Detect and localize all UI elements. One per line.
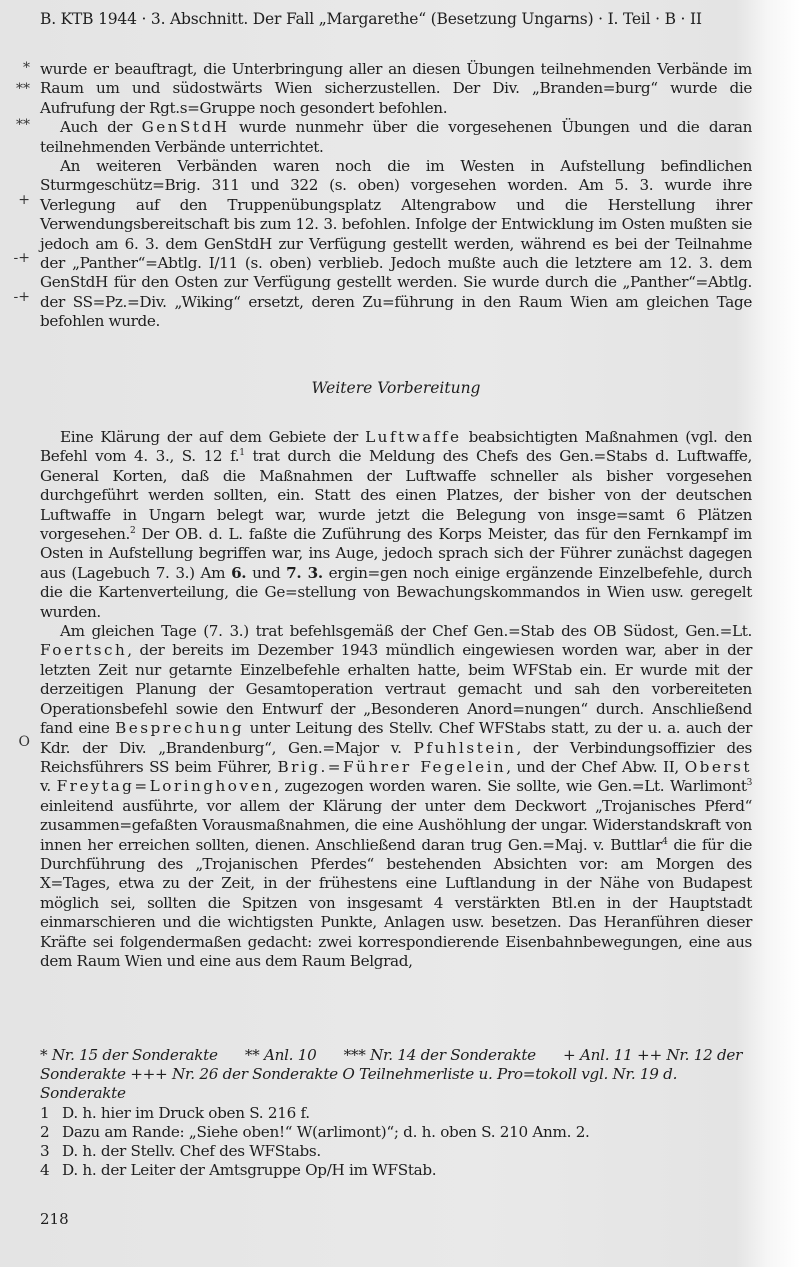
- footnote-ref[interactable]: 2: [130, 525, 136, 536]
- paragraph: wurde er beauftragt, die Unterbringung aller an diesen Übungen teilnehmenden Verbände im Raum um und südostwärts Wien sicherzustellen. Der Div. „Branden=burg“ wurde die Aufrufung der Rgt.s=Gruppe noch gesondert befohlen.: [40, 60, 752, 117]
- footnote-ref[interactable]: 1: [239, 448, 245, 459]
- footnote: 2 Dazu am Rande: „Siehe oben!“ W(arlimont)“; d. h. oben S. 210 Anm. 2.: [40, 1123, 590, 1141]
- margin-mark-asterisk: *: [23, 60, 30, 76]
- body-text-top: [40, 60, 752, 332]
- margin-mark-double-plus: -+: [13, 250, 30, 266]
- margin-mark-double-asterisk: **: [16, 117, 30, 133]
- footnote: 3 D. h. der Stellv. Chef des WFStabs.: [40, 1142, 321, 1160]
- margin-mark-plus: +: [18, 192, 30, 208]
- footnote-ref[interactable]: 4: [662, 836, 668, 847]
- paragraph: Auch der GenStdH wurde nunmehr über die vorgesehenen Übungen und die daran teilnehmenden Verbände unterrichtet.: [40, 118, 753, 156]
- body-text-main: [40, 428, 752, 971]
- margin-mark-double-plus: -+: [13, 289, 30, 305]
- spaced-emphasis: Luftwaffe: [365, 428, 462, 446]
- page-number: 218: [40, 1210, 69, 1228]
- footnote: 1 D. h. hier im Druck oben S. 216 f.: [40, 1104, 310, 1122]
- source-notes: * Nr. 15 der Sonderakte ** Anl. 10 *** Nr. 14 der Sonderakte + Anl. 11 ++ Nr. 12 der Sonderakte +++ Nr. 26 der Sonderakte O Teilnehmerliste u. Pro=tokoll vgl. Nr. 19 d. Sonderakte: [40, 1046, 743, 1103]
- footnote: 4 D. h. der Leiter der Amtsgruppe Op/H im WFStab.: [40, 1161, 437, 1179]
- paragraph: An weiteren Verbänden waren noch die im Westen in Aufstellung befindlichen Sturmgeschütz=Brig. 311 und 322 (s. oben) vorgesehen worden. Am 5. 3. wurde ihre Verlegung auf den Truppenübungsplatz Altengrabow und die Herstellung ihrer Verwendungsbereitschaft bis zum 12. 3. befohlen. Infolge der Entwicklung im Osten mußten sie jedoch am 6. 3. dem GenStdH zur Verfügung gestellt werden, während es bei der Teilnahme der „Panther“=Abtlg. I/11 (s. oben) verblieb. Jedoch mußte auch die letztere am 12. 3. dem GenStdH für den Osten zur Verfügung gestellt werden. Sie wurde durch die „Panther“=Abtlg. der SS=Pz.=Div. „Wiking“ ersetzt, deren Zu=führung in den Raum Wien am gleichen Tage befohlen wurde.: [40, 157, 752, 331]
- paragraph: Eine Klärung der auf dem Gebiete der Luftwaffe beabsichtigten Maßnahmen (vgl. den Befehl vom 4. 3., S. 12 f.$^1$ trat durch die Meldung des Chefs des Gen.=Stabs d. Luftwaffe, General Korten, daß die Maßnahmen der Luftwaffe schneller als bisher vorgesehen durchgeführt werden sollten, ein. Statt des einen Platzes, der bisher von der deutschen Luftwaffe in Ungarn belegt war, wurde jetzt die Belegung von insge=samt 6 Plätzen vorgesehen.$^2$ Der OB. d. L. faßte die Zuführung des Korps Meister, das für den Fernkampf im Osten in Aufstellung begriffen war, ins Auge, jedoch sprach sich der Führer zunächst dagegen aus (Lagebuch 7. 3.) Am 6. und 7. 3. ergin=gen noch einige ergänzende Einzelbefehle, durch die die Kartenverteilung, die Ge=stellung von Bewachungskommandos in Wien usw. geregelt wurden.: [40, 428, 753, 621]
- footnote-ref[interactable]: 3: [746, 778, 752, 789]
- margin-mark-double-asterisk: **: [16, 81, 30, 97]
- section-heading: Weitere Vorbereitung: [311, 379, 481, 397]
- running-head: B. KTB 1944 · 3. Abschnitt. Der Fall „Margarethe“ (Besetzung Ungarns) · I. Teil · B · II: [40, 10, 702, 28]
- margin-mark-circle: O: [18, 734, 30, 750]
- paragraph: Am gleichen Tage (7. 3.) trat befehlsgemäß der Chef Gen.=Stab des OB Südost, Gen.=Lt. Foertsch, der bereits im Dezember 1943 mündlich eingewiesen worden war, aber in der letzten Zeit nur getarnte Einzelbefehle erhalten hatte, beim WFStab ein. Er wurde mit der derzeitigen Planung der Gesamtoperation vertraut gemacht und sah den vorbereiteten Operationsbefehl sowie den Entwurf der „Besonderen Anord=nungen“ durch. Anschließend fand eine Besprechung unter Leitung des Stellv. Chef WFStabs statt, zu der u. a. auch der Kdr. der Div. „Brandenburg“, Gen.=Major v. Pfuhlstein, der Verbindungsoffizier des Reichsführers SS beim Führer, Brig.=Führer Fegelein, und der Chef Abw. II, Oberst v. Freytag=Loringhoven, zugezogen worden waren. Sie sollte, wie Gen.=Lt. Warlimont$^3$ einleitend ausführte, vor allem der Klärung der unter dem Deckwort „Trojanisches Pferd“ zusammen=gefaßten Vorausmaßnahmen, die eine Aushöhlung der ungar. Widerstandskraft von innen her erreichen sollten, dienen. Anschließend daran trug Gen.=Maj. v. Buttlar$^4$ die für die Durchführung des „Trojanischen Pferdes“ bestehenden Absichten vor: am Morgen des X=Tages, etwa zu der Zeit, in der frühestens eine Luftlandung in der Nähe von Budapest möglich sei, sollten die Spitzen von insgesamt 4 verstärkten Btl.en in der Hauptstadt einmarschieren und die wichtigsten Punkte, Anlagen usw. besetzen. Das Heranführen dieser Kräfte sei folgendermaßen gedacht: zwei korrespondierende Eisenbahnbewegungen, eine aus dem Raum Wien und eine aus dem Raum Belgrad,: [40, 622, 753, 970]
- spaced-emphasis: GenStdH: [141, 118, 230, 137]
